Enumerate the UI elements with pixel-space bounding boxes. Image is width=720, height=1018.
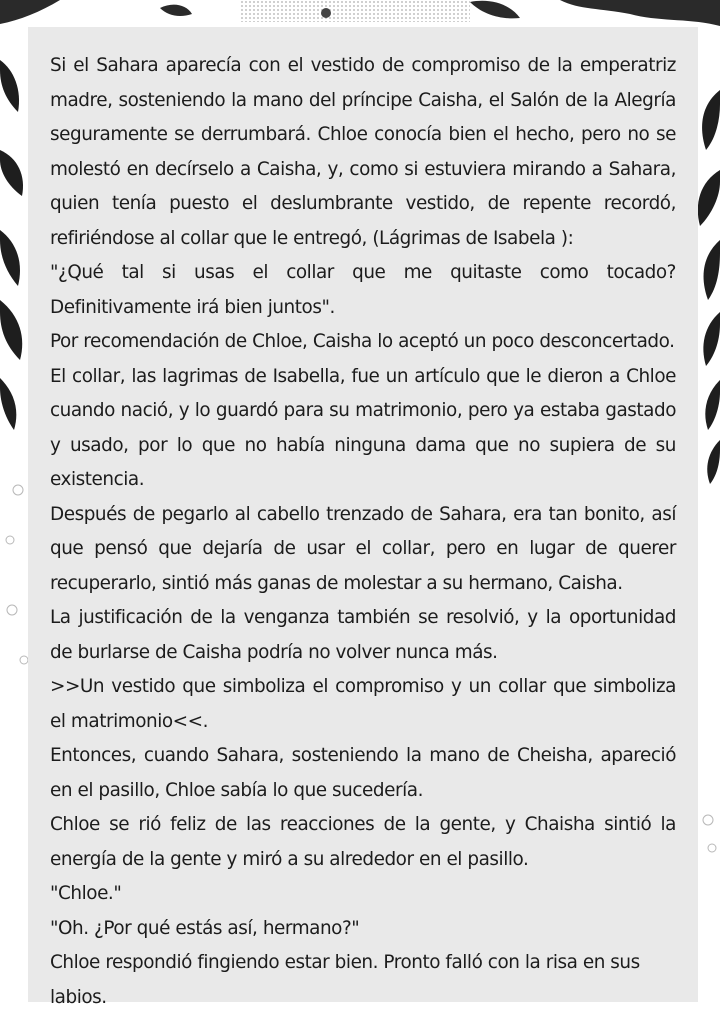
paragraph: Después de pegarlo al cabello trenzado de Sahara, era tan bonito, así que pensó que dejaría de usar el collar, pero en lugar de querer recuperarlo, sintió más ganas de molestar a su hermano, Caisha. <box>50 503 676 594</box>
paragraph: El collar, las lagrimas de Isabella, fue un artículo que le dieron a Chloe cuando nació, y lo guardó para su matrimonio, pero ya estaba gastado y usado, por lo que no había ninguna dama que no supiera de su existencia. <box>50 365 676 490</box>
paragraph: "Chloe." <box>50 883 122 904</box>
paragraph: Entonces, cuando Sahara, sosteniendo la mano de Cheisha, apareció en el pasillo, Chloe sabía lo que sucedería. <box>50 745 676 801</box>
paragraph: >>Un vestido que simboliza el compromiso y un collar que simboliza el matrimonio<<. <box>50 676 676 732</box>
paragraph: Chloe respondió fingiendo estar bien. Pronto falló con la risa en sus labios. <box>50 952 640 1008</box>
paragraph: Si el Sahara aparecía con el vestido de compromiso de la emperatriz madre, sosteniendo la mano del príncipe Caisha, el Salón de la Alegría seguramente se derrumbará. Chloe conocía bien el hecho, pero no se molestó en decírselo a Caisha, y, como si estuviera mirando a Sahara, quien tenía puesto el deslumbrante vestido, de repente recordó, refiriéndose al collar que le entregó, (Lágrimas de Isabela ): <box>50 55 676 249</box>
paragraph: "¿Qué tal si usas el collar que me quitaste como tocado? Definitivamente irá bien juntos". <box>50 262 676 318</box>
paragraph: "Oh. ¿Por qué estás así, hermano?" <box>50 917 360 939</box>
paragraph: La justificación de la venganza también se resolvió, y la oportunidad de burlarse de Caisha podría no volver nunca más. <box>50 607 676 663</box>
text-panel <box>28 27 698 1008</box>
paragraph: Chloe se rió feliz de las reacciones de la gente, y Chaisha sintió la energía de la gente y miró a su alrededor en el pasillo. <box>50 814 676 870</box>
paragraph: Por recomendación de Chloe, Caisha lo aceptó un poco desconcertado. <box>50 331 675 352</box>
